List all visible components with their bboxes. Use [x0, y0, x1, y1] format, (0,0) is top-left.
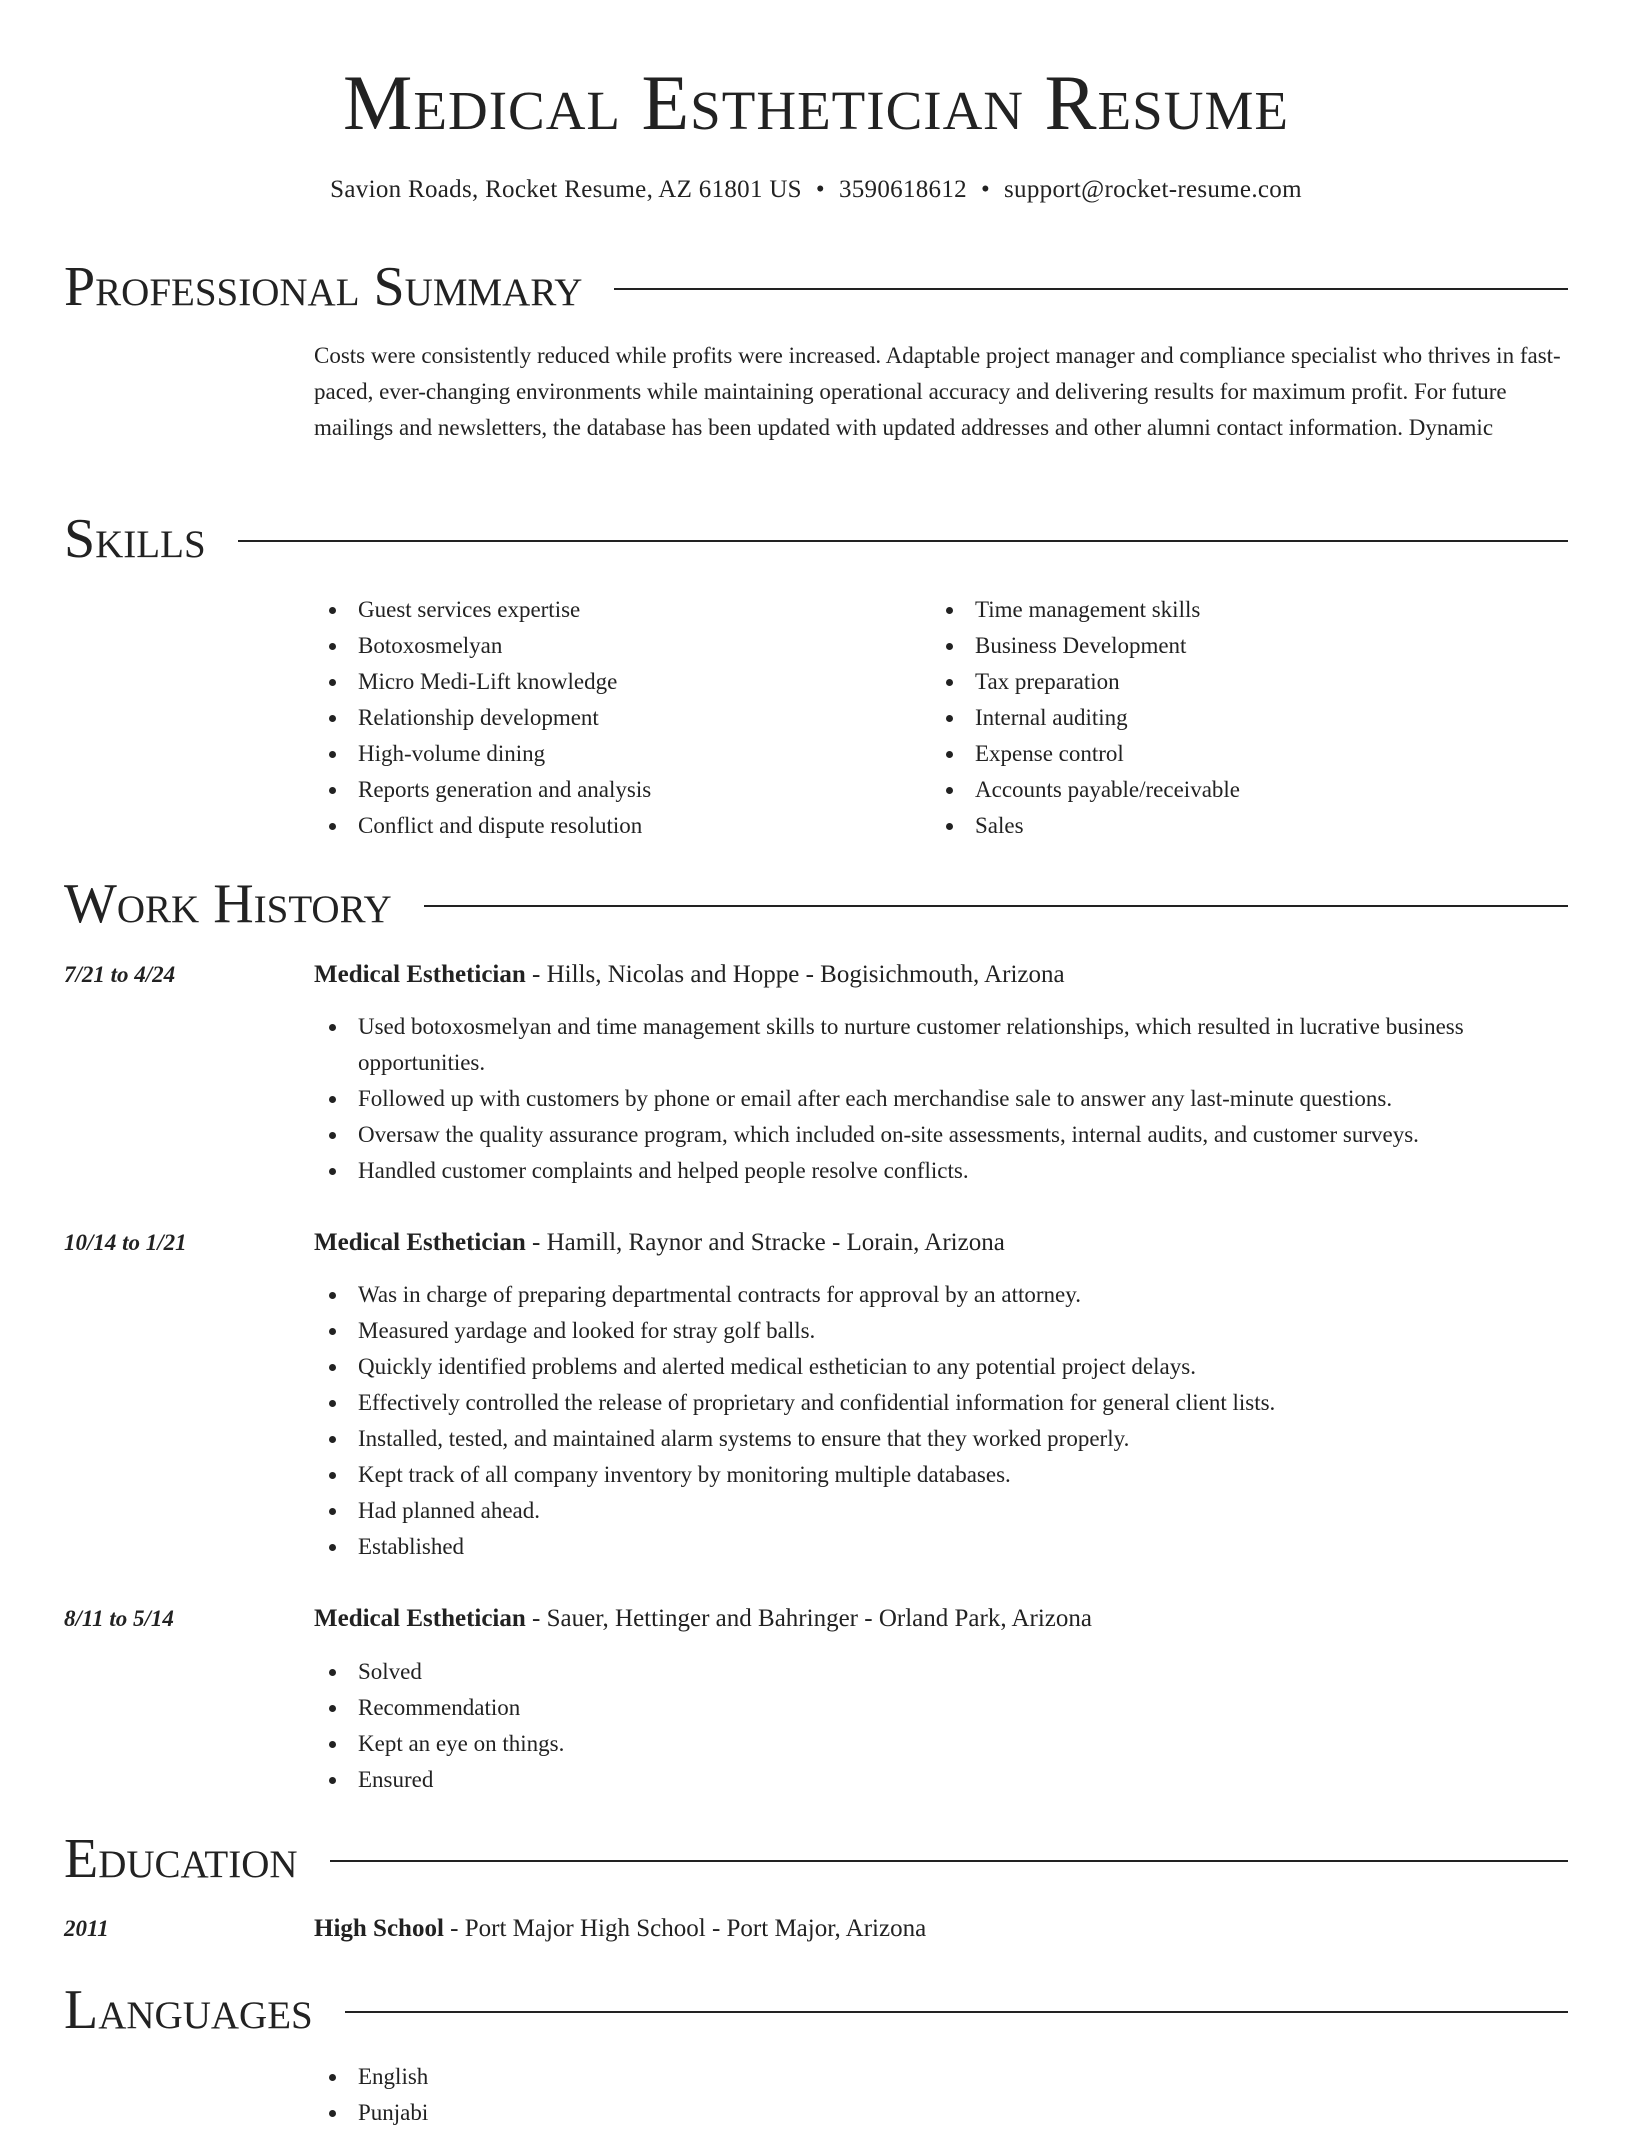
- skill-item: Reports generation and analysis: [314, 772, 874, 808]
- languages-list: [314, 2059, 1568, 2131]
- contact-line: [0, 175, 1632, 205]
- job-role: Medical Esthetician: [314, 1229, 526, 1256]
- section-skills-header: [64, 506, 1568, 572]
- job-title: [314, 1225, 1005, 1261]
- contact-address: Savion Roads, Rocket Resume, AZ 61801 US: [330, 176, 802, 203]
- skill-item: High-volume dining: [314, 736, 874, 772]
- contact-phone: 3590618612: [838, 176, 967, 203]
- section-title: Languages: [64, 1979, 313, 2041]
- job-bullet: Solved: [314, 1654, 1568, 1690]
- skill-item: Micro Medi-Lift knowledge: [314, 664, 874, 700]
- job-bullets: [314, 1654, 1568, 1798]
- job-title: [314, 1601, 1092, 1637]
- section-education-header: [64, 1826, 1568, 1892]
- job-bullet: Recommendation: [314, 1690, 1568, 1726]
- job-bullet: Effectively controlled the release of proprietary and confidential information for general client lists.: [314, 1385, 1568, 1421]
- skill-item: Business Development: [931, 628, 1551, 664]
- education-degree: High School: [314, 1915, 444, 1942]
- skill-item: Guest services expertise: [314, 592, 874, 628]
- job-bullets: [314, 1277, 1568, 1565]
- summary-text: Costs were consistently reduced while profits were increased. Adaptable project manager and compliance specialist who thrives in fast-paced, ever-changing environments while maintaining operational accuracy and delivering results for maximum profit. For future mailings and newsletters, the database has been updated with updated addresses and other alumni contact information. Dynamic: [314, 343, 1561, 440]
- job-bullet: Kept track of all company inventory by monitoring multiple databases.: [314, 1457, 1568, 1493]
- section-work-header: [64, 871, 1568, 937]
- skill-item: Accounts payable/receivable: [931, 772, 1551, 808]
- section-divider: [238, 540, 1568, 542]
- skill-item: Internal auditing: [931, 700, 1551, 736]
- job-bullet: Ensured: [314, 1762, 1568, 1798]
- education-entry: [314, 1911, 926, 1947]
- contact-separator: •: [815, 176, 825, 203]
- language-item: English: [314, 2059, 1568, 2095]
- section-title: Professional Summary: [64, 256, 583, 318]
- job-role: Medical Esthetician: [314, 961, 526, 988]
- job-dates: 8/11 to 5/14: [64, 1606, 174, 1631]
- job-bullet: Quickly identified problems and alerted medical esthetician to any potential project delays.: [314, 1349, 1568, 1385]
- contact-separator: •: [980, 176, 991, 203]
- skills-list-left: [314, 592, 874, 844]
- job-bullet: Kept an eye on things.: [314, 1726, 1568, 1762]
- job-bullet: Established: [314, 1529, 1568, 1565]
- section-divider: [614, 288, 1568, 290]
- section-divider: [424, 905, 1568, 907]
- skill-item: Sales: [931, 808, 1551, 844]
- job-bullet: Followed up with customers by phone or email after each merchandise sale to answer any last-minute questions.: [314, 1081, 1568, 1117]
- education-school: - Port Major High School - Port Major, Arizona: [443, 1915, 927, 1942]
- job-bullet: Used botoxosmelyan and time management skills to nurture customer relationships, which resulted in lucrative business opportunities.: [314, 1009, 1568, 1081]
- skills-list-right: [931, 592, 1551, 844]
- skill-item: Expense control: [931, 736, 1551, 772]
- job-role: Medical Esthetician: [314, 1605, 526, 1632]
- job-bullet: Installed, tested, and maintained alarm systems to ensure that they worked properly.: [314, 1421, 1568, 1457]
- education-year: 2011: [64, 1916, 109, 1941]
- job-employer: - Hamill, Raynor and Stracke - Lorain, Arizona: [525, 1229, 1005, 1256]
- section-title: Work History: [64, 873, 392, 935]
- skill-item: Relationship development: [314, 700, 874, 736]
- section-title: Skills: [64, 508, 206, 570]
- job-employer: - Hills, Nicolas and Hoppe - Bogisichmouth, Arizona: [525, 961, 1065, 988]
- contact-email: support@rocket-resume.com: [1004, 176, 1302, 203]
- job-dates: 7/21 to 4/24: [64, 962, 176, 987]
- job-bullet: Measured yardage and looked for stray golf balls.: [314, 1313, 1568, 1349]
- job-bullets: [314, 1009, 1568, 1189]
- section-divider: [330, 1860, 1568, 1862]
- section-languages-header: [64, 1977, 1568, 2043]
- job-dates: 10/14 to 1/21: [64, 1230, 187, 1255]
- job-bullet: Had planned ahead.: [314, 1493, 1568, 1529]
- skill-item: Conflict and dispute resolution: [314, 808, 874, 844]
- section-summary-header: [64, 254, 1568, 320]
- resume-title: Medical Esthetician Resume: [343, 59, 1289, 146]
- job-employer: - Sauer, Hettinger and Bahringer - Orland Park, Arizona: [525, 1605, 1092, 1632]
- job-title: [314, 957, 1065, 993]
- job-bullet: Was in charge of preparing departmental contracts for approval by an attorney.: [314, 1277, 1568, 1313]
- skill-item: Time management skills: [931, 592, 1551, 628]
- skill-item: Tax preparation: [931, 664, 1551, 700]
- section-title: Education: [64, 1828, 298, 1890]
- job-bullet: Oversaw the quality assurance program, which included on-site assessments, internal audits, and customer surveys.: [314, 1117, 1568, 1153]
- language-item: Punjabi: [314, 2095, 1568, 2131]
- skill-item: Botoxosmelyan: [314, 628, 874, 664]
- job-bullet: Handled customer complaints and helped people resolve conflicts.: [314, 1153, 1568, 1189]
- section-divider: [345, 2011, 1568, 2013]
